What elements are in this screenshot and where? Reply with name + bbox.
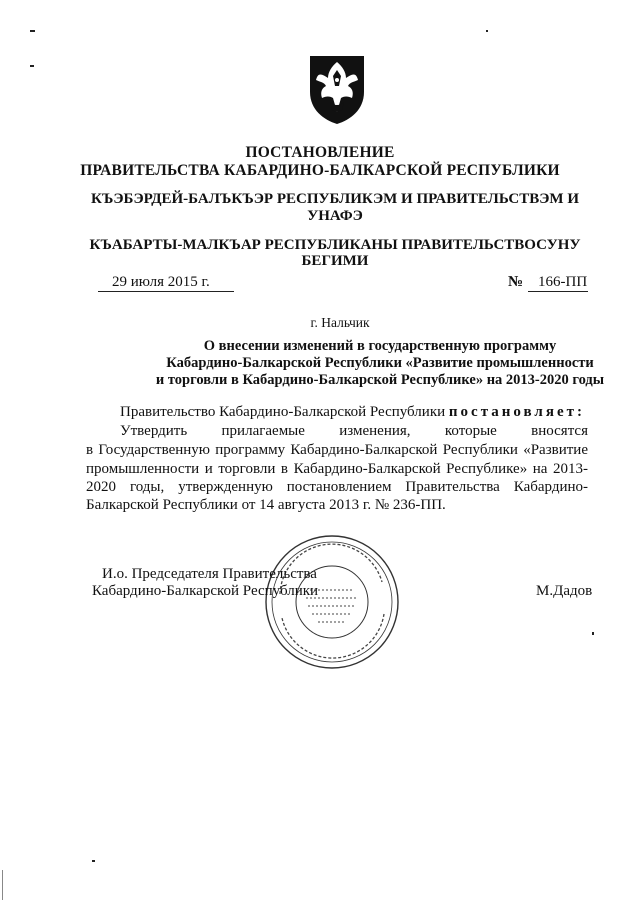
issuer-title-balkar-1: КЪАБАРТЫ-МАЛКЪАР РЕСПУБЛИКАНЫ ПРАВИТЕЛЬСТВОСУНУ: [89, 237, 581, 253]
body-line: Утвердить прилагаемые изменения, которые вносятся: [120, 423, 588, 439]
subject-line: О внесении изменений в государственную программу: [203, 338, 557, 354]
scan-speck: [92, 860, 95, 862]
body-line: в Государственную программу Кабардино-Балкарской Республики «Развитие: [86, 442, 588, 458]
issuer-title-kabardian-1: КЪЭБЭРДЕЙ-БАЛЪКЪЭР РЕСПУБЛИКЭМ И ПРАВИТЕЛЬСТВЭМ И: [91, 191, 579, 207]
issuer-title-balkar-2: БЕГИМИ: [301, 253, 369, 269]
document-number: 166-ПП: [538, 274, 588, 290]
decree-intro-text: Правительство Кабардино-Балкарской Республики: [120, 404, 449, 420]
scan-speck: [486, 30, 488, 32]
scan-speck: [30, 65, 34, 67]
official-seal-stamp: [262, 532, 402, 672]
decree-keyword: постановляет:: [448, 404, 585, 420]
body-line: 2020 годы, утвержденную постановлением Правительства Кабардино-: [86, 479, 588, 495]
document-date: 29 июля 2015 г.: [112, 274, 210, 290]
date-underline: [98, 291, 234, 292]
number-underline: [528, 291, 588, 292]
issuer-title-russian: ПРАВИТЕЛЬСТВА КАБАРДИНО-БАЛКАРСКОЙ РЕСПУБЛИКИ: [80, 162, 560, 179]
subject-line: и торговли в Кабардино-Балкарской Республике» на 2013-2020 годы: [155, 372, 605, 388]
number-sign: №: [508, 274, 524, 290]
scan-speck: [30, 30, 35, 32]
signatory-position-1: И.о. Председателя Правительства: [102, 566, 317, 582]
scan-speck: [592, 632, 594, 635]
coat-of-arms-icon: [306, 52, 368, 126]
doc-type-title: ПОСТАНОВЛЕНИЕ: [245, 144, 395, 161]
subject-line: Кабардино-Балкарской Республики «Развитие промышленности: [166, 355, 594, 371]
decree-intro: [120, 404, 585, 421]
city-label: г. Нальчик: [310, 315, 370, 330]
signatory-name: М.Дадов: [536, 583, 593, 599]
signatory-position-2: Кабардино-Балкарской Республики: [92, 583, 319, 599]
body-line: Балкарской Республики от 14 августа 2013 г. № 236-ПП.: [86, 497, 446, 513]
issuer-title-kabardian-2: УНАФЭ: [307, 208, 363, 224]
body-line: промышленности и торговли в Кабардино-Балкарской Республике» на 2013-: [86, 461, 588, 477]
scan-speck: [2, 870, 3, 900]
